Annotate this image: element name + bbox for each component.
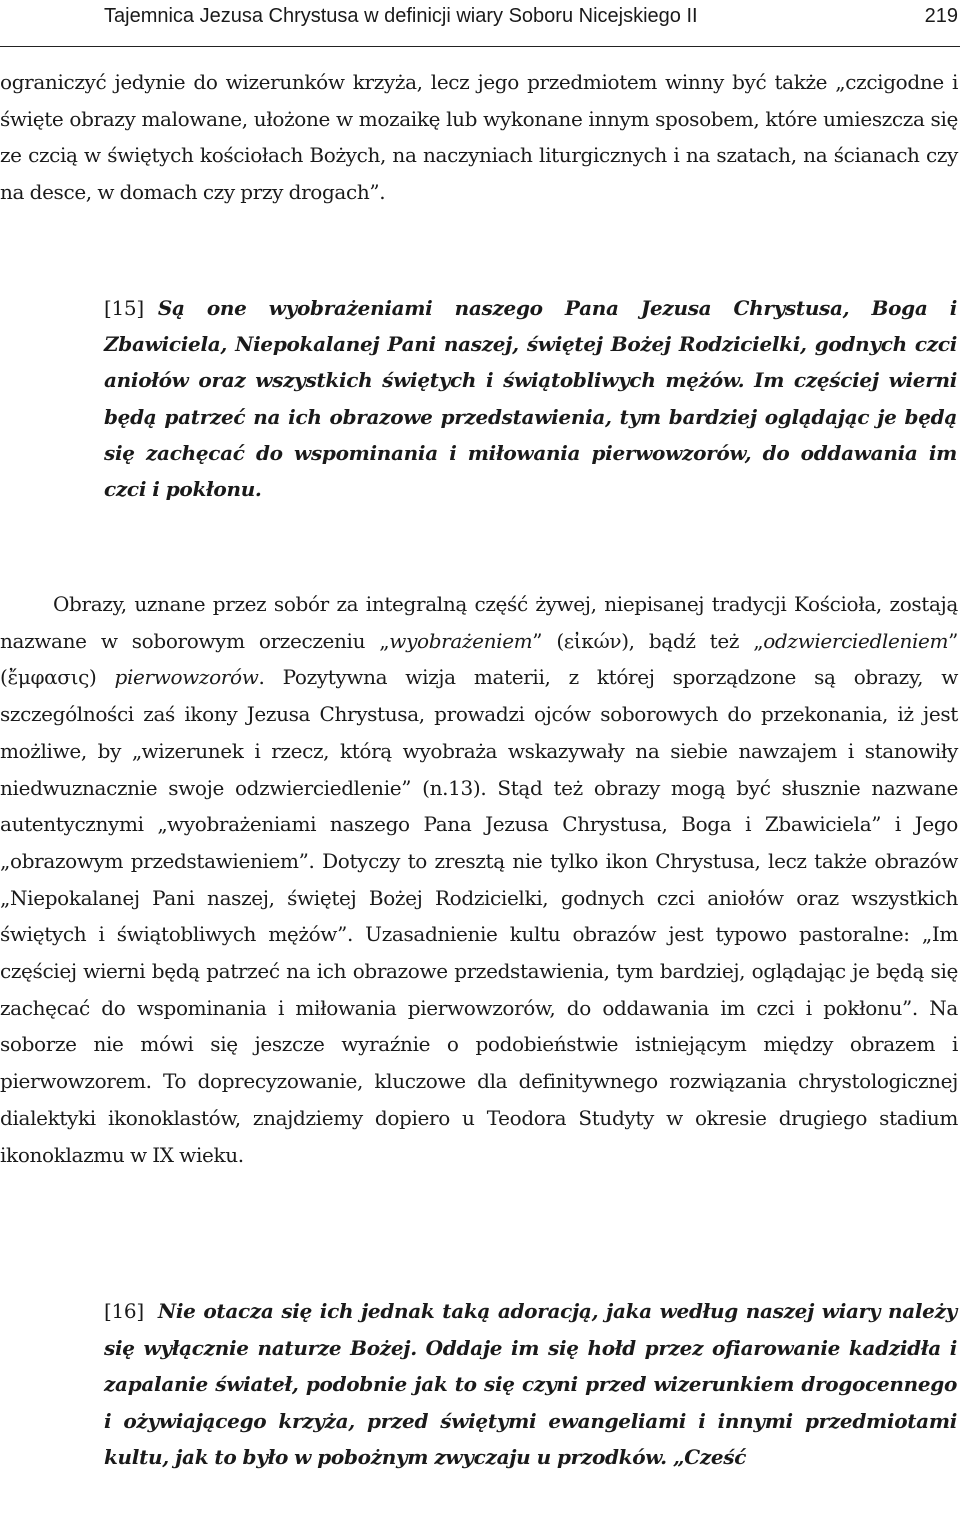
page-number: 219: [924, 5, 958, 27]
text-run: ): [88, 665, 115, 690]
running-header: [0, 0, 960, 47]
term-italic: odzwierciedleniem: [763, 628, 949, 653]
header-title: Tajemnica Jezusa Chrystusa w definicji wiary Soboru Nicejskiego II: [104, 5, 698, 27]
text-run: . Pozytywna wizja materii, z której sporządzone są obrazy, w szczególności zaś ikony Jezusa Chrystusa, prowadzi ojców soborowych do przekonania, iż jest możliwe, by „wizerunek i rzecz, którą wyobraża wskazywały na siebie nawzajem i stanowiły niedwuznacznie swoje odzwierciedlenie” (n.13). Stąd też obrazy mogą być słusznie nazwane autentycznymi „wyobrażeniami naszego Pana Jezusa Chrystusa, Boga i Zbawiciela” i Jego „obrazowym przedstawieniem”. Dotyczy to zresztą nie tylko ikon Chrystusa, lecz także obrazów „Niepokalanej Pani naszej, świętej Bożej Rodzicielki, godnych czci aniołów oraz wszystkich świętych i świątobliwych mężów”. Uzasadnienie kultu obrazów jest typowo pastoralne: „Im częściej wierni będą patrzeć na ich obrazowe przedstawienia, tym bardziej, oglądając je będą się zachęcać do wspominania i miłowania pierwowzorów, do oddawania im czci i pokłonu”. Na soborze nie mówi się jeszcze wyraźnie o podobieństwie istniejącym między obrazem i pierwowzorem. To doprecyzowanie, kluczowe dla definitywnego rozwiązania chrystologicznej dialektyki ikonoklastów, znajdziemy dopiero u Teodora Studyty w okresie drugiego stadium ikonoklazmu w IX wieku.: [0, 665, 958, 1167]
text-run: Obrazy, uznane przez sobór za integralną część żywej, niepisanej tradycji Kościoła, zostają nazwane w soborowym orzeczeniu „: [0, 592, 958, 653]
quote-block-15: [104, 290, 957, 507]
quote-number: [16]: [104, 1299, 144, 1323]
quote-number: [15]: [104, 296, 144, 320]
term-italic: pierwowzorów: [114, 665, 259, 690]
greek-term: ἔμφασις: [7, 665, 89, 690]
quote-text: Nie otacza się ich jednak taką adoracją, jaka według naszej wiary należy się wyłącznie naturze Bożej. Oddaje im się hołd przez ofiarowanie kadzidła i zapalanie świateł, podobnie jak to się czyni przed wizerunkiem drogocennego i ożywiającego krzyża, przed świętymi ewangeliami i innymi przedmiotami kultu, jak to było w pobożnym zwyczaju u przodków. „Cześć: [104, 1299, 957, 1470]
text-run: ), bądź też „: [621, 628, 764, 653]
text-run: ” (: [0, 628, 958, 690]
paragraph-main: [0, 586, 958, 1173]
greek-term: εἰκών: [563, 628, 622, 653]
quote-block-16: [104, 1293, 957, 1476]
paragraph-continuation: ograniczyć jedynie do wizerunków krzyża, lecz jego przedmiotem winny być także „czcigodne i święte obrazy malowane, ułożone w mozaikę lub wykonane innym sposobem, które umieszcza się ze czcią w świętych kościołach Bożych, na naczyniach liturgicznych i na szatach, na ścianach czy na desce, w domach czy przy drogach”.: [0, 70, 958, 205]
term-italic: wyobrażeniem: [389, 628, 533, 653]
text-run: ” (: [532, 628, 564, 653]
quote-text: Są one wyobrażeniami naszego Pana Jezusa Chrystusa, Boga i Zbawiciela, Niepokalanej Pani naszej, świętej Bożej Rodzicielki, godnych czci aniołów oraz wszystkich świętych i świątobliwych mężów. Im częściej wierni będą patrzeć na ich obrazowe przedstawienia, tym bardziej oglądając je będą się zachęcać do wspominania i miłowania pierwowzorów, do oddawania im czci i pokłonu.: [104, 296, 957, 502]
